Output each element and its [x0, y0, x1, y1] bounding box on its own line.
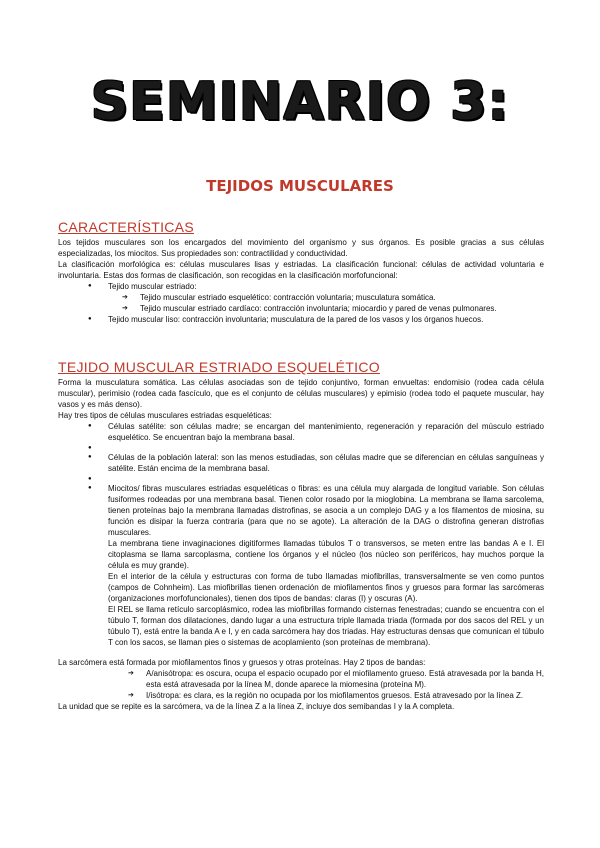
paragraph: Hay tres tipos de células musculares estriadas esqueléticas:: [58, 411, 272, 420]
list-item: ➔ Tejido muscular estriado cardíaco: contracción involuntaria; miocardio y pared de venas pulmonares.: [122, 303, 544, 314]
arrow-list: [128, 668, 544, 701]
list-item-text: ● Miocitos/ fibras musculares estriadas esqueléticas o fibras: es una célula muy alargada de longitud variable. Son células fusiformes rodeadas por una membrana basal. Tienen color rosado por la mioglobina. La membrana se llama sarcolema, tienen proteínas bajo la membrana llamadas distrofinas, se asocia a un complejo DAG y a los filamentos de miosina, su función es disipar la fuerza contraria (para que no se agote). La alteración de la DAG o distrofina generan distrofias musculares.: [108, 484, 544, 537]
paragraph: La clasificación morfológica es: células musculares lisas y estriadas. La clasificación funcional: células de actividad voluntaria e involuntaria. Estas dos formas de clasificación, son recogidas en la clasificación morfofuncional:: [58, 260, 544, 280]
list-item: ● Células de la población lateral: son las menos estudiadas, son células madre que se diferencian en células sanguíneas y satélite. Están encima de la membrana basal.: [88, 452, 544, 474]
paragraph: La sarcómera está formada por miofilamentos finos y gruesos y otras proteínas. Hay 2 tipos de bandas:: [58, 658, 426, 667]
bullet-list: [88, 421, 544, 648]
list-item: [88, 281, 544, 314]
list-item-text: El REL se llama retículo sarcoplásmico, rodea las miofibrillas formando cisternas fenestradas; cuando se encuentra con el túbulo T, forman dos dilataciones, dando lugar a una estructura triple llamada triada (formada por dos sacos del REL y un túbulo T), está entre la banda A e I, y en cada sarcómera hay dos triadas. Hay estructuras densas que comunican el túbulo T con los sacos, se llaman pies o sistemas de acoplamiento (son proteínas de membrana).: [108, 605, 544, 647]
list-item-text: La membrana tiene invaginaciones digitiformes llamadas túbulos T o transversos, se meten entre las bandas A e I. El citoplasma se llama sarcoplasma, contiene los órganos y el núcleo (los núcleo son periféricos, hay muchos porque la célula es muy grande).: [108, 539, 544, 570]
bullet-list: [88, 281, 544, 325]
section-heading: TEJIDO MUSCULAR ESTRIADO ESQUELÉTICO: [58, 359, 380, 375]
list-item: ● Células satélite: son células madre; se encargan del mantenimiento, regeneración y reparación del músculo estriado esquelético. Se encuentran bajo la membrana basal.: [88, 421, 544, 443]
paragraph: La unidad que se repite es la sarcómera, va de la línea Z a la línea Z, incluye dos semibandas I y la A completa.: [58, 702, 455, 711]
list-item: [88, 483, 544, 648]
arrow-list: [122, 292, 544, 314]
spacer: [88, 474, 544, 483]
paragraph: Forma la musculatura somática. Las células asociadas son de tejido conjuntivo, forman envueltas: endomisio (rodea cada célula muscular), perimisio (rodea cada fascículo, que es el conjunto de células musculares) y epimisio (rodea todo el paquete muscular, hay vasos y es más denso).: [58, 378, 544, 409]
list-item: ➔ A/anisótropa: es oscura, ocupa el espacio ocupado por el miofilamento grueso. Está atravesada por la banda H, esta está atravesada por la línea M, donde aparece la miomesina (proteína M).: [128, 668, 544, 690]
document-subtitle: TEJIDOS MUSCULARES: [206, 177, 394, 195]
paragraph: Los tejidos musculares son los encargados del movimiento del organismo y sus órganos. Es posible gracias a sus células especializadas, los miocitos. Sus propiedades son: contractilidad y conductividad.: [58, 238, 544, 258]
section-esqueletico: [58, 359, 544, 712]
list-item: ➔ I/isótropa: es clara, es la región no ocupada por los miofilamentos gruesos. Está atravesado por la línea Z.: [128, 690, 544, 701]
list-item: ● Tejido muscular liso: contracción involuntaria; musculatura de la pared de los vasos y los órganos huecos.: [88, 314, 544, 325]
section-caracteristicas: [58, 219, 544, 325]
list-item-text: En el interior de la célula y estructuras con forma de tubo llamadas miofibrillas, transversalmente se ven como puntos (campos de Cohnheim). Las miofibrillas tienen ordenación de miofilamentos finos y gruesos para formar las sarcómeras (organizaciones morfofuncionales), tienen dos tipos de bandas: claras (I) y oscuras (A).: [108, 572, 544, 603]
spacer: [58, 648, 544, 657]
section-heading: CARACTERÍSTICAS: [58, 219, 194, 235]
document-title: SEMINARIO 3:: [90, 72, 510, 132]
spacer: [88, 443, 544, 452]
list-item-text: Tejido muscular estriado:: [108, 282, 197, 291]
list-item: ➔ Tejido muscular estriado esquelético: contracción voluntaria; musculatura somática.: [122, 292, 544, 303]
